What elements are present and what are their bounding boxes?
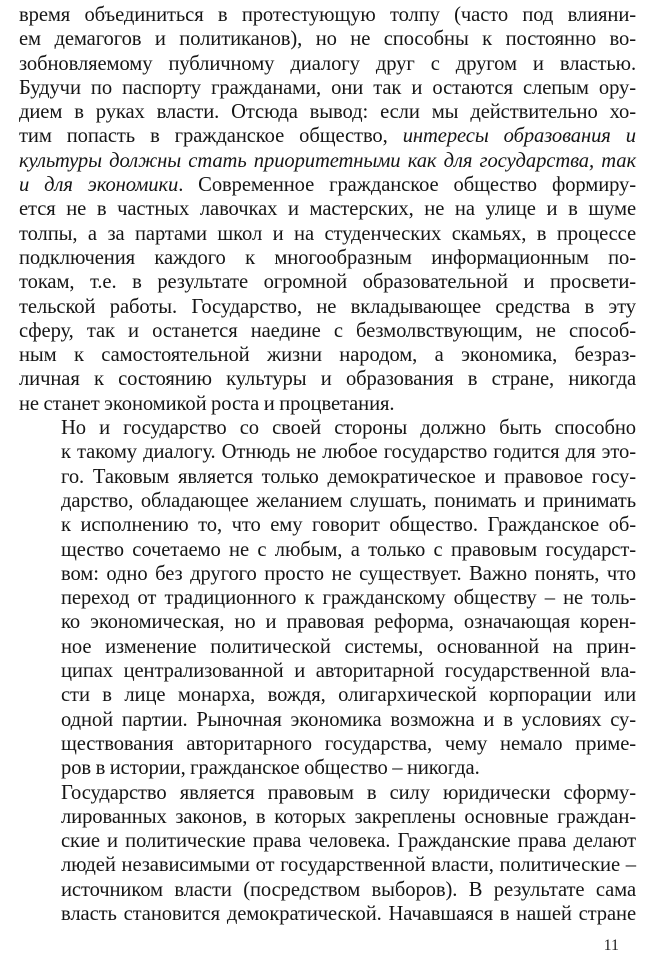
- text-run: токам, т.е. в результате огромной образовательной и просвети-: [19, 271, 636, 294]
- text-run: . Современное гражданское общество формиру-: [178, 174, 637, 197]
- text-line: [19, 149, 636, 173]
- text-run: подключения каждого к многообразным информационным по-: [19, 246, 636, 269]
- text-line: [19, 878, 636, 902]
- text-run: дием в руках власти. Отсюда вывод: если мы действительно хо-: [19, 101, 636, 124]
- text-run: ко экономическая, но и правовая реформа, означающая корен-: [61, 611, 636, 634]
- text-line: [19, 295, 636, 319]
- text-line: [19, 3, 636, 27]
- text-line: [19, 270, 636, 294]
- text-run: тельской работы. Государство, не вкладывающее средства в эту: [19, 295, 636, 318]
- text-run: ным к самостоятельной жизни народом, а экономика, безраз-: [19, 344, 636, 367]
- text-run: го. Таковым является только демократическое и правовое госу-: [61, 465, 636, 488]
- text-line: [19, 173, 636, 197]
- text-run: не станет экономикой роста и процветания.: [19, 392, 395, 415]
- text-line: [19, 635, 636, 659]
- text-run: ские и политические права человека. Гражданские права делают: [61, 830, 636, 853]
- text-run: Но и государство со своей стороны должно быть способно: [61, 417, 636, 440]
- text-line: [19, 683, 636, 707]
- text-run: людей независимыми от государственной власти, политические –: [61, 854, 636, 877]
- text-line: [19, 343, 636, 367]
- document-page: [19, 3, 636, 964]
- text-run: ципах централизованной и авторитарной государственной вла-: [61, 660, 636, 683]
- text-run: тим попасть в гражданское общество,: [19, 125, 403, 148]
- text-line: [19, 440, 636, 464]
- text-line: [19, 610, 636, 634]
- text-line: [19, 781, 636, 805]
- text-line: [19, 27, 636, 51]
- text-line: [19, 805, 636, 829]
- body-text: [19, 3, 636, 926]
- text-run: ществования авторитарного государства, чему немало приме-: [61, 732, 636, 755]
- text-line: [19, 708, 636, 732]
- text-run: время объединиться в протестующую толпу (часто под влияни-: [19, 4, 636, 26]
- text-line: [19, 222, 636, 246]
- text-line: [19, 732, 636, 756]
- text-line: [19, 319, 636, 343]
- text-run: толпы, а за партами школ и на студенческих скамьях, в процессе: [19, 222, 636, 245]
- text-run: власть становится демократической. Начавшаяся в нашей стране: [61, 902, 636, 925]
- text-run: щество сочетаемо не с любым, а только с правовым государст-: [61, 538, 636, 561]
- text-run: ем демагогов и политиканов), но не способны к постоянно во-: [19, 28, 636, 51]
- text-line: [19, 76, 636, 100]
- text-line: [19, 367, 636, 391]
- paragraph-2: [19, 416, 636, 780]
- italic-text: и для экономики: [19, 174, 179, 197]
- text-line: [19, 392, 636, 416]
- text-line: [19, 538, 636, 562]
- text-run: к исполнению то, что ему говорит общество. Гражданское об-: [61, 514, 636, 537]
- text-run: переход от традиционного к гражданскому обществу – не толь-: [61, 587, 636, 610]
- text-line: [19, 829, 636, 853]
- text-run: дарство, обладающее желанием слушать, понимать и принимать: [61, 489, 636, 512]
- text-line: [19, 586, 636, 610]
- text-line: [19, 513, 636, 537]
- text-line: [19, 100, 636, 124]
- text-run: вом: одно без другого просто не существует. Важно понять, что: [61, 562, 636, 585]
- text-run: Государство является правовым в силу юридически сформу-: [61, 781, 636, 804]
- italic-text: интересы образования и: [402, 125, 636, 148]
- text-line: [19, 52, 636, 76]
- text-run: зобновляемому публичному диалогу друг с другом и властью.: [19, 52, 636, 75]
- text-line: [19, 902, 636, 926]
- text-run: ров в истории, гражданское общество – никогда.: [61, 757, 480, 780]
- text-line: [19, 562, 636, 586]
- text-line: [19, 124, 636, 148]
- text-run: сти в лице монарха, вождя, олигархической корпорации или: [61, 684, 636, 707]
- text-run: ется не в частных лавочках и мастерских, не на улице и в шуме: [19, 198, 636, 221]
- page-number: 11: [603, 937, 619, 954]
- text-line: [19, 756, 636, 780]
- text-line: [19, 489, 636, 513]
- text-line: [19, 416, 636, 440]
- text-run: одной партии. Рыночная экономика возможна и в условиях су-: [61, 708, 636, 731]
- text-line: [19, 659, 636, 683]
- text-run: источником власти (посредством выборов). В результате сама: [61, 878, 636, 901]
- text-run: сферу, так и останется наедине с безмолвствующим, не способ-: [19, 319, 636, 342]
- paragraph-3: [19, 781, 636, 927]
- text-run: лированных законов, в которых закреплены основные граждан-: [61, 805, 636, 828]
- paragraph-1: [19, 3, 636, 416]
- text-line: [19, 197, 636, 221]
- text-run: к такому диалогу. Отнюдь не любое государство годится для это-: [61, 441, 636, 464]
- text-line: [19, 246, 636, 270]
- italic-text: культуры должны стать приоритетными как для государства, так: [19, 149, 636, 172]
- text-run: личная к состоянию культуры и образования в стране, никогда: [19, 368, 636, 391]
- text-run: ное изменение политической системы, основанной на прин-: [61, 635, 636, 658]
- text-line: [19, 853, 636, 877]
- text-run: Будучи по паспорту гражданами, они так и остаются слепым ору-: [19, 76, 636, 99]
- text-line: [19, 465, 636, 489]
